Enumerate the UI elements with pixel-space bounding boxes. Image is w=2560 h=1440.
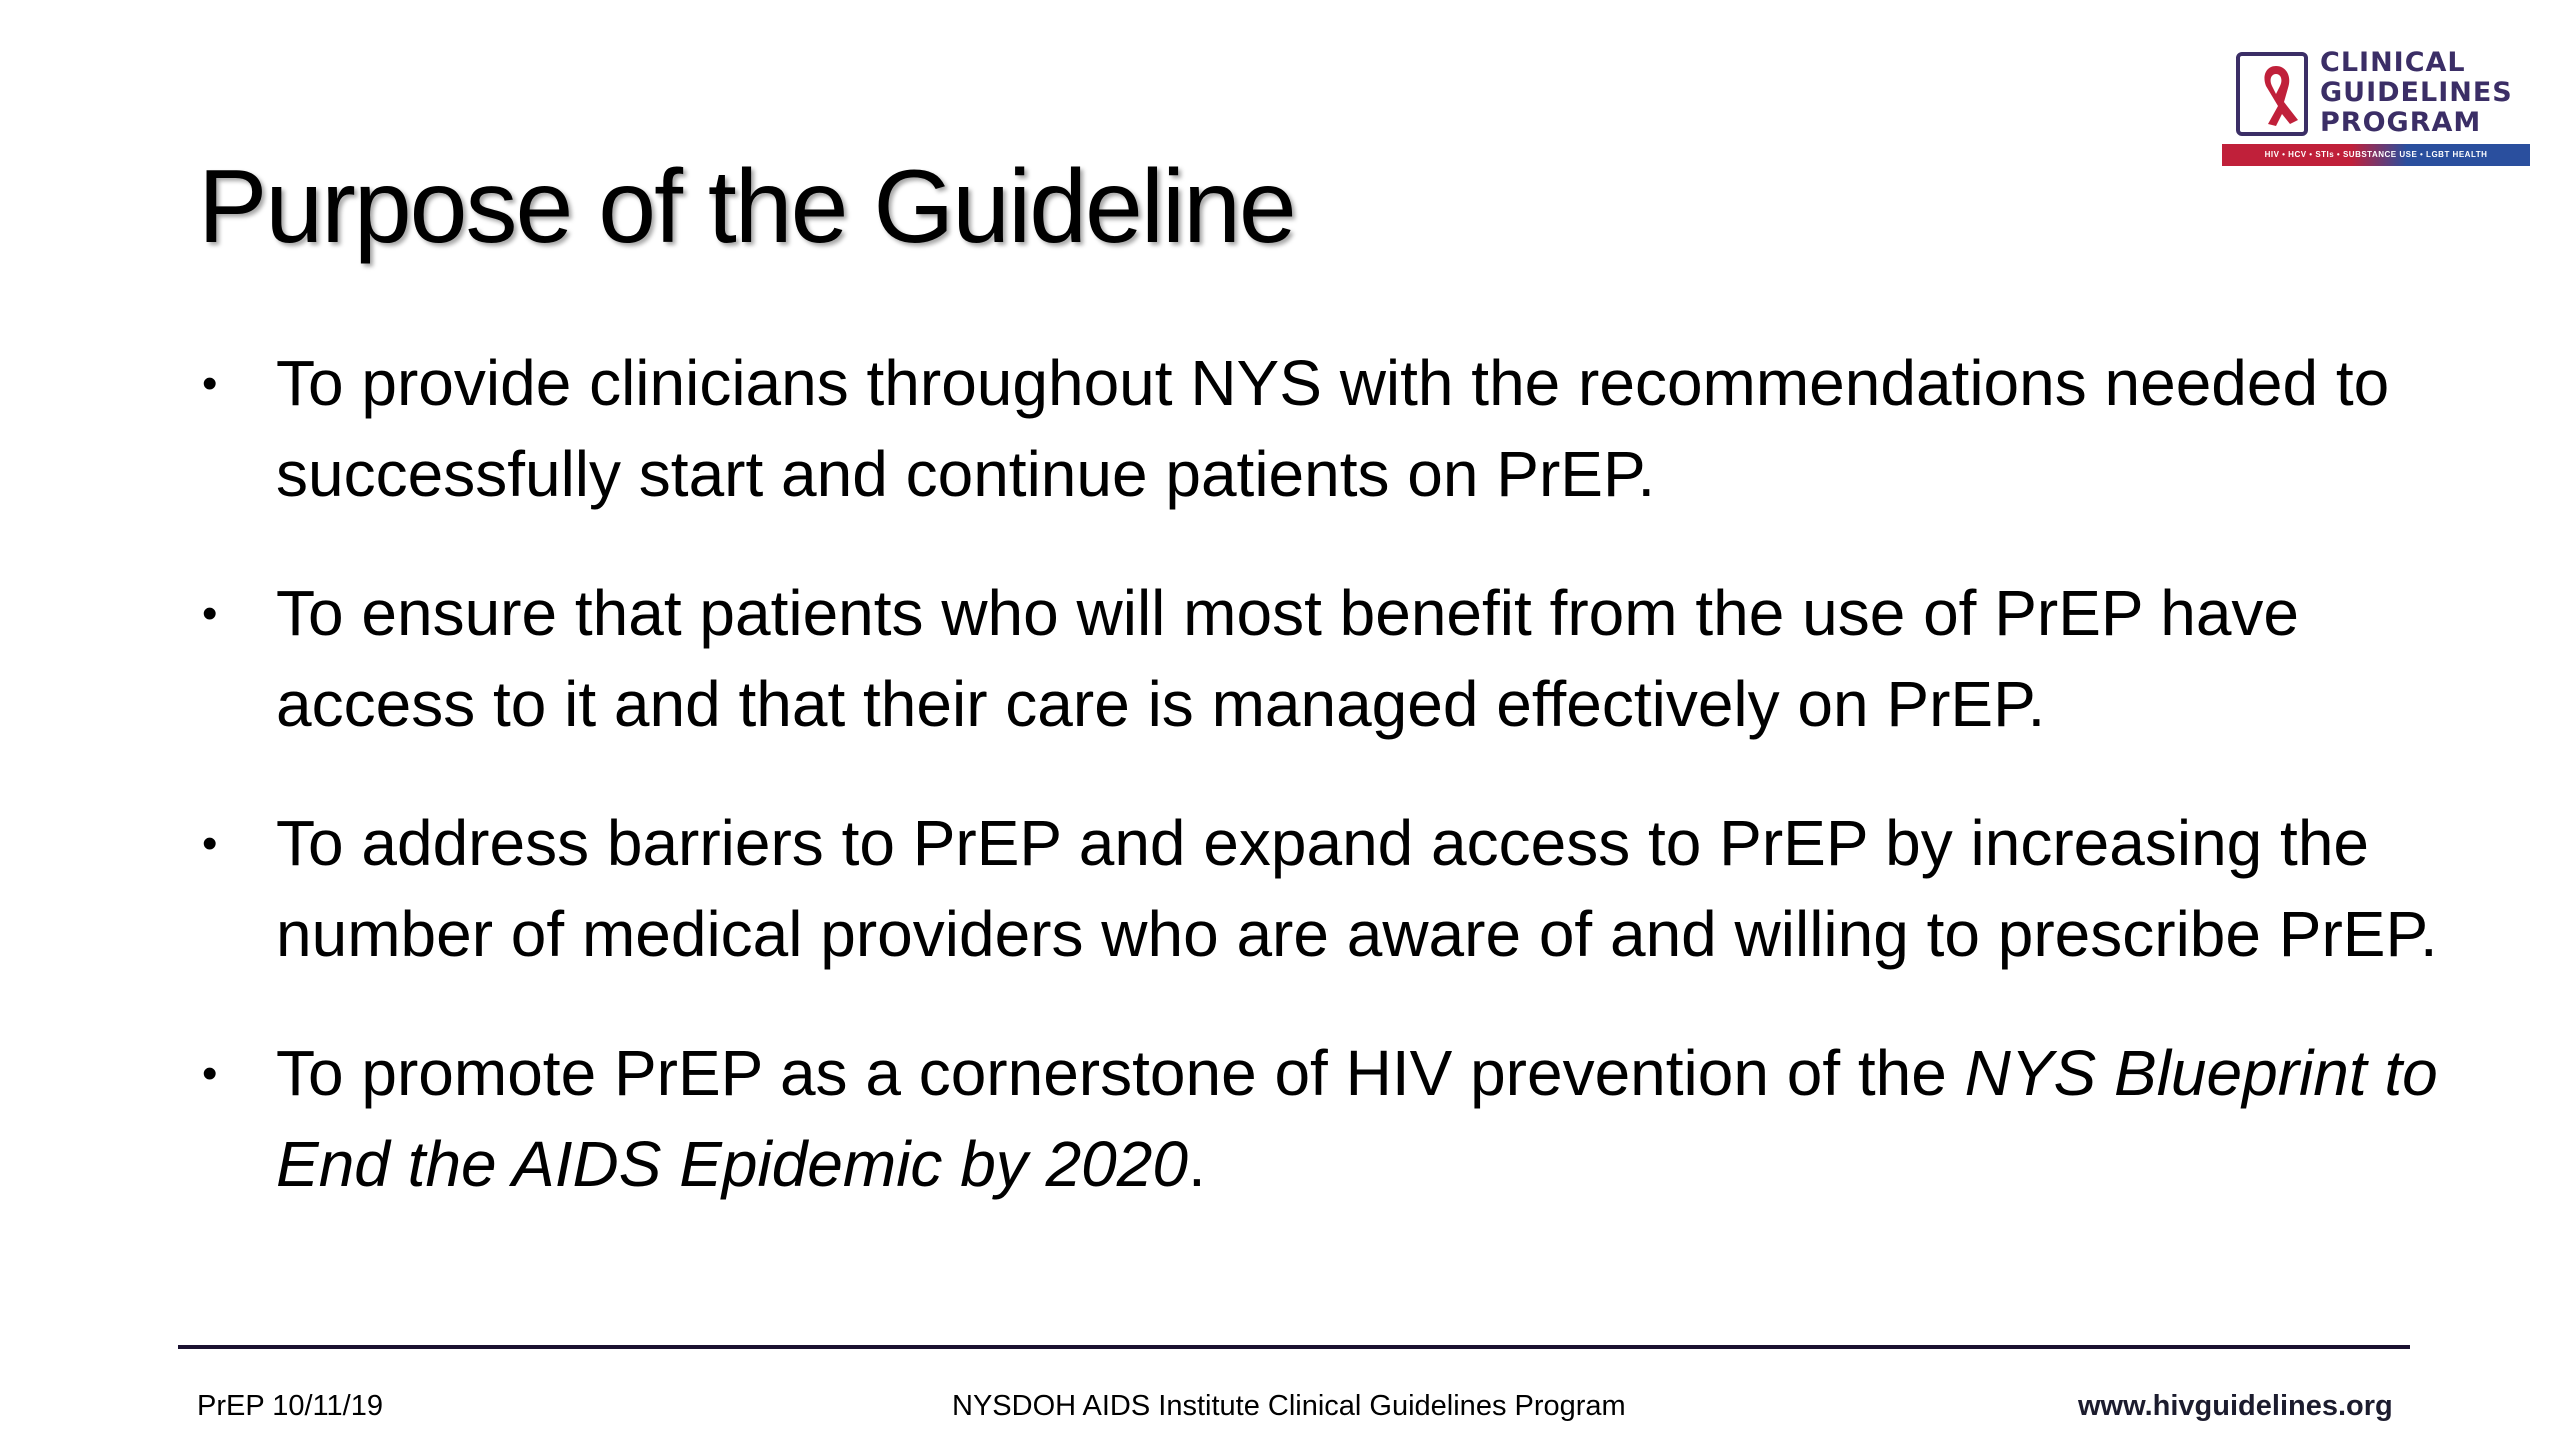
bullet-dot: • — [202, 819, 218, 868]
bullet-dot: • — [202, 589, 218, 638]
red-ribbon-icon — [2236, 52, 2308, 136]
bullet-item — [198, 798, 2488, 980]
footer-divider — [178, 1345, 2410, 1349]
bullet-dot: • — [202, 1049, 218, 1098]
bullet-text: To address barriers to PrEP and expand access to PrEP by increasing the number of medical providers who are aware of and willing to prescribe PrEP. — [276, 807, 2438, 970]
footer-organization: NYSDOH AIDS Institute Clinical Guidelines Program — [952, 1390, 1626, 1422]
clinical-guidelines-logo — [2222, 48, 2540, 174]
bullet-item — [198, 1028, 2488, 1210]
bullet-text: To promote PrEP as a cornerstone of HIV prevention of the — [276, 1037, 1965, 1109]
logo-line-2: GUIDELINES — [2320, 77, 2513, 108]
footer-website-link[interactable]: www.hivguidelines.org — [2078, 1390, 2393, 1422]
bullet-emphasis: NYS Blueprint to End the AIDS Epidemic by 2020 — [276, 1037, 2438, 1200]
logo-line-1: CLINICAL — [2320, 47, 2466, 78]
bullet-dot: • — [202, 359, 218, 408]
bullet-item — [198, 338, 2488, 520]
logo-line-3: PROGRAM — [2320, 107, 2482, 138]
logo-tagline: HIV • HCV • STIs • SUBSTANCE USE • LGBT HEALTH — [2222, 144, 2530, 166]
bullet-text: To ensure that patients who will most benefit from the use of PrEP have access to it and that their care is managed effectively on PrEP. — [276, 577, 2299, 740]
footer-date: PrEP 10/11/19 — [197, 1390, 383, 1422]
bullet-suffix: . — [1187, 1128, 1206, 1200]
bullet-text: To provide clinicians throughout NYS with the recommendations needed to successfully start and continue patients on PrEP. — [276, 347, 2390, 510]
logo-wordmark — [2320, 48, 2513, 138]
bullet-list — [198, 338, 2488, 1258]
slide-title: Purpose of the Guideline — [198, 149, 1295, 265]
bullet-item — [198, 568, 2488, 750]
